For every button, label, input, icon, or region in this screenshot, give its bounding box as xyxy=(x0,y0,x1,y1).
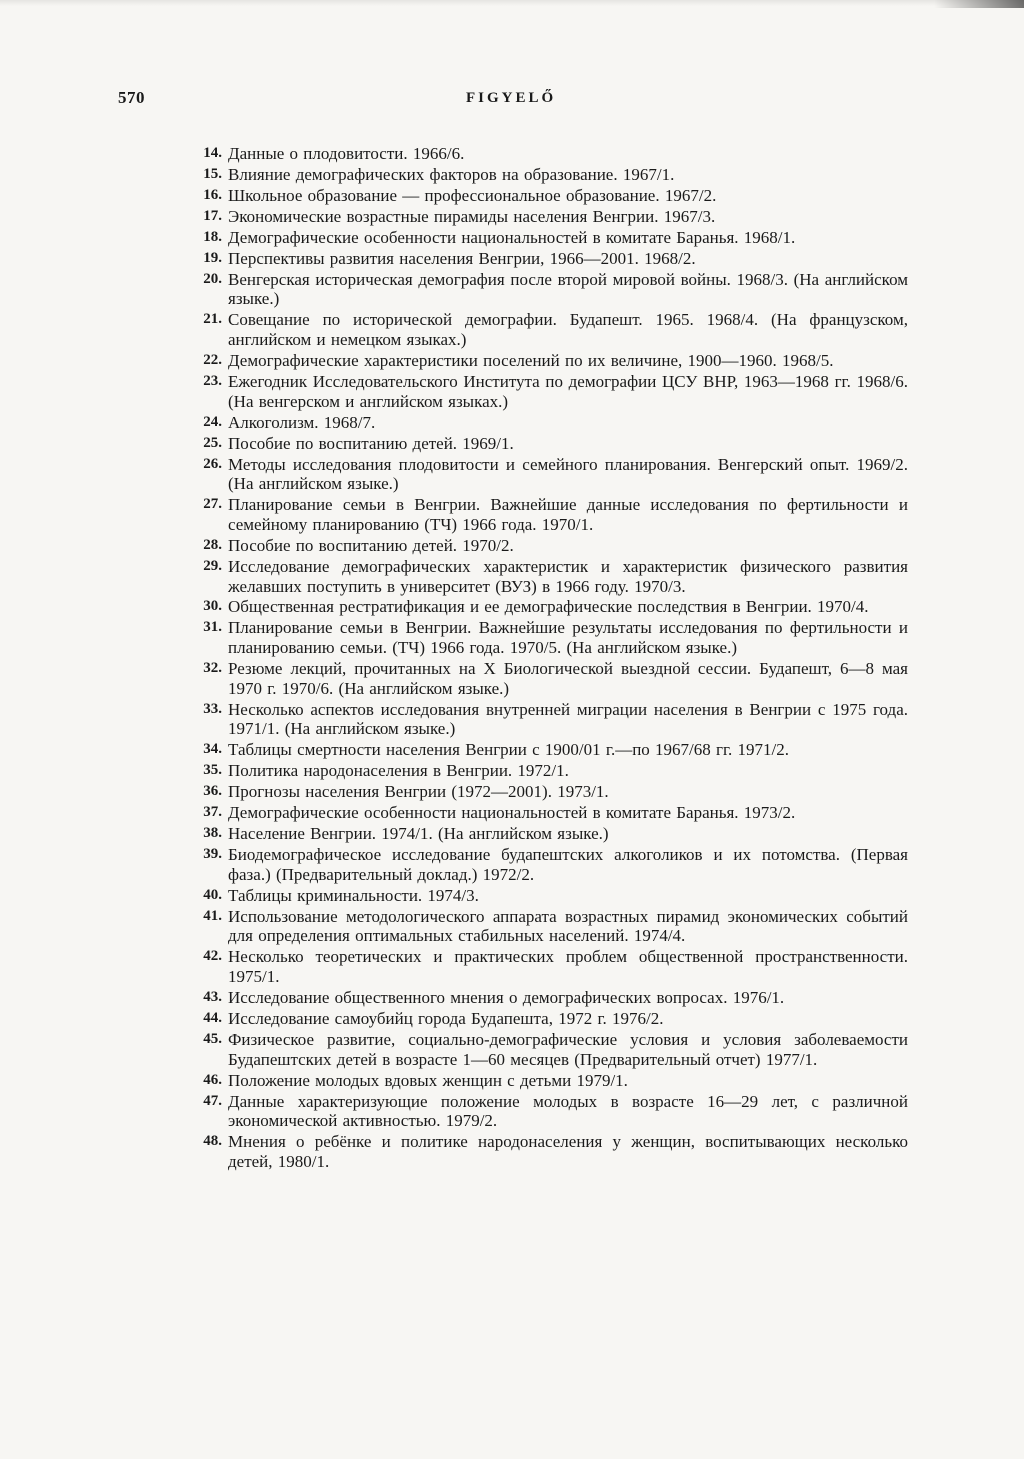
entry-text: Население Венгрии. 1974/1. (На английском языке.) xyxy=(228,824,609,844)
list-item xyxy=(180,372,908,411)
list-item xyxy=(180,824,908,844)
entry-text: Использование методологического аппарата возрастных пирамид экономических событий для определения оптимальных стабильных населений. 1974/4. xyxy=(228,906,908,946)
list-item xyxy=(180,1092,908,1131)
list-item xyxy=(180,988,908,1008)
entry-text: Перспективы развития населения Венгрии, 1966—2001. 1968/2. xyxy=(228,248,696,268)
entry-number: 21. xyxy=(203,311,222,328)
list-item xyxy=(180,455,908,494)
list-item xyxy=(180,557,908,596)
entry-text: Исследование самоубийц города Будапешта, 1972 г. 1976/2. xyxy=(228,1009,664,1029)
list-item xyxy=(180,618,908,657)
page-number: 570 xyxy=(118,88,145,107)
list-item xyxy=(180,1009,908,1029)
list-item xyxy=(180,228,908,248)
list-item xyxy=(180,413,908,433)
entry-text: Школьное образование — профессиональное образование. 1967/2. xyxy=(228,185,717,205)
entry-text: Несколько аспектов исследования внутренней миграции населения в Венгрии с 1975 года. 1971/1. (На английском языке.) xyxy=(228,699,908,739)
entry-number: 28. xyxy=(203,536,222,553)
list-item xyxy=(180,1030,908,1069)
entry-text: Общественная рестратификация и ее демографические последствия в Венгрии. 1970/4. xyxy=(228,597,869,617)
list-item xyxy=(180,740,908,760)
list-item xyxy=(180,845,908,884)
entry-text: Биодемографическое исследование будапештских алкоголиков и их потомства. (Первая фаза.) (Предварительный доклад.) 1972/2. xyxy=(228,845,908,884)
entry-number: 20. xyxy=(203,270,222,287)
entry-text: Данные о плодовитости. 1966/6. xyxy=(228,144,465,163)
page-top-edge xyxy=(0,0,1024,6)
entry-number: 47. xyxy=(203,1092,222,1109)
entry-text: Алкоголизм. 1968/7. xyxy=(228,412,376,432)
entry-text: Демографические характеристики поселений по их величине, 1900—1960. 1968/5. xyxy=(228,351,834,371)
entry-text: Методы исследования плодовитости и семейного планирования. Венгерский опыт. 1969/2. (На английском языке.) xyxy=(228,454,908,494)
list-item xyxy=(180,249,908,269)
entry-number: 17. xyxy=(203,207,222,224)
list-item xyxy=(180,351,908,371)
entry-number: 26. xyxy=(203,455,222,472)
list-item xyxy=(180,659,908,698)
entry-text: Несколько теоретических и практических проблем общественной пространственности. 1975/1. xyxy=(228,947,908,987)
list-item xyxy=(180,700,908,739)
entry-number: 45. xyxy=(203,1030,222,1047)
entry-number: 27. xyxy=(203,496,222,513)
entry-text: Исследование общественного мнения о демографических вопросах. 1976/1. xyxy=(228,988,785,1008)
entry-number: 38. xyxy=(203,825,222,842)
entry-text: Физическое развитие, социально-демографические условия и условия заболеваемости Будапештских детей в возрасте 1—60 месяцев (Предварительный отчет) 1977/1. xyxy=(228,1029,908,1069)
entry-text: Пособие по воспитанию детей. 1970/2. xyxy=(228,535,514,555)
entry-text: Таблицы криминальности. 1974/3. xyxy=(228,885,479,905)
entry-number: 35. xyxy=(203,762,222,779)
entry-number: 32. xyxy=(203,660,222,677)
entry-text: Прогнозы населения Венгрии (1972—2001). 1973/1. xyxy=(228,782,609,802)
entry-number: 43. xyxy=(203,989,222,1006)
entry-text: Венгерская историческая демография после второй мировой войны. 1968/3. (На английском языке.) xyxy=(228,269,908,309)
list-item xyxy=(180,782,908,802)
entry-number: 31. xyxy=(203,619,222,636)
entry-text: Резюме лекций, прочитанных на X Биологической выездной сессии. Будапешт, 6—8 мая 1970 г. 1970/6. (На английском языке.) xyxy=(228,659,908,698)
list-item xyxy=(180,207,908,227)
entry-number: 46. xyxy=(203,1071,222,1088)
entry-text: Мнения о ребёнке и политике народонаселения у женщин, воспитывающих несколько детей, 1980/1. xyxy=(228,1132,908,1171)
list-item xyxy=(180,310,908,349)
list-item xyxy=(180,597,908,617)
list-item xyxy=(180,165,908,185)
entry-text: Положение молодых вдовых женщин с детьми 1979/1. xyxy=(228,1070,628,1090)
list-item xyxy=(180,270,908,309)
entry-number: 42. xyxy=(203,948,222,965)
list-item xyxy=(180,886,908,906)
entry-number: 24. xyxy=(203,413,222,430)
entry-text: Демографические особенности национальностей в комитате Баранья. 1973/2. xyxy=(228,803,796,823)
entry-number: 15. xyxy=(203,165,222,182)
list-item xyxy=(180,1132,908,1171)
entry-number: 14. xyxy=(203,145,222,161)
entry-number: 34. xyxy=(203,741,222,758)
list-item xyxy=(180,495,908,534)
entry-number: 22. xyxy=(203,352,222,369)
entry-text: Планирование семьи в Венгрии. Важнейшие данные исследования по фертильности и семейному планированию (ТЧ) 1966 года. 1970/1. xyxy=(228,495,908,534)
entry-text: Совещание по исторической демографии. Будапешт. 1965. 1968/4. (На французском, английском и немецком языках.) xyxy=(228,310,908,350)
entry-number: 29. xyxy=(203,557,222,574)
entry-number: 18. xyxy=(203,228,222,245)
entry-number: 41. xyxy=(203,907,222,924)
entry-number: 16. xyxy=(203,186,222,203)
list-item xyxy=(180,907,908,946)
entry-number: 40. xyxy=(203,886,222,903)
entry-number: 25. xyxy=(203,434,222,451)
scan-corner-shadow xyxy=(934,0,1024,8)
entry-number: 23. xyxy=(203,372,222,389)
list-item xyxy=(180,434,908,454)
list-item xyxy=(180,144,908,164)
list-item xyxy=(180,803,908,823)
entry-number: 48. xyxy=(203,1133,222,1150)
running-head: FIGYELŐ xyxy=(466,90,557,106)
entry-text: Политика народонаселения в Венгрии. 1972/1. xyxy=(228,761,569,781)
bibliography-list xyxy=(180,144,908,1173)
entry-text: Влияние демографических факторов на образование. 1967/1. xyxy=(228,164,675,184)
entry-text: Таблицы смертности населения Венгрии с 1900/01 г.—по 1967/68 гг. 1971/2. xyxy=(228,740,790,760)
entry-number: 36. xyxy=(203,783,222,800)
entry-number: 37. xyxy=(203,804,222,821)
entry-text: Данные характеризующие положение молодых в возрасте 16—29 лет, с различной экономической активностью. 1979/2. xyxy=(228,1091,908,1131)
entry-text: Экономические возрастные пирамиды населения Венгрии. 1967/3. xyxy=(228,206,716,226)
entry-number: 33. xyxy=(203,700,222,717)
entry-text: Пособие по воспитанию детей. 1969/1. xyxy=(228,433,514,453)
entry-text: Исследование демографических характеристик и характеристик физического развития желавших поступить в университет (ВУЗ) в 1966 году. 1970/3. xyxy=(228,556,908,596)
list-item xyxy=(180,536,908,556)
list-item xyxy=(180,186,908,206)
entry-number: 44. xyxy=(203,1010,222,1027)
entry-number: 19. xyxy=(203,249,222,266)
entry-text: Планирование семьи в Венгрии. Важнейшие результаты исследования по фертильности и планированию семьи. (ТЧ) 1966 года. 1970/5. (На английском языке.) xyxy=(228,618,908,658)
list-item xyxy=(180,947,908,986)
entry-number: 39. xyxy=(203,846,222,863)
entry-text: Демографические особенности национальностей в комитате Баранья. 1968/1. xyxy=(228,227,796,247)
entry-number: 30. xyxy=(203,598,222,615)
list-item xyxy=(180,1071,908,1091)
entry-text: Ежегодник Исследовательского Института по демографии ЦСУ ВНР, 1963—1968 гг. 1968/6. (На венгерском и английском языках.) xyxy=(228,371,908,411)
list-item xyxy=(180,761,908,781)
